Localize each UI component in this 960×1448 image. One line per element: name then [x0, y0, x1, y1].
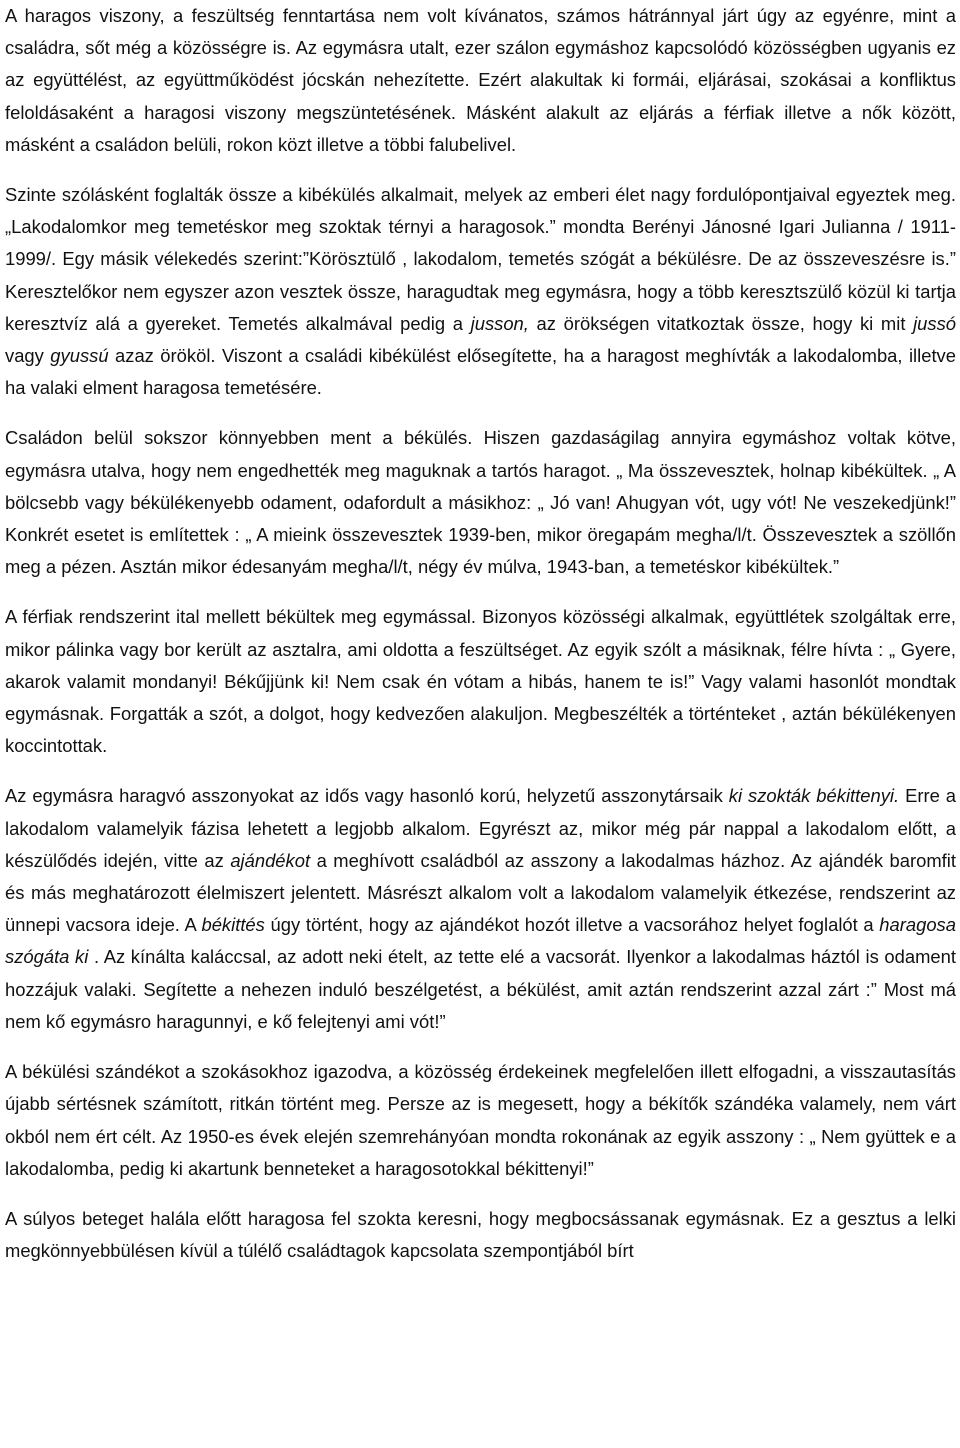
italic-text-run: békittés	[201, 914, 265, 936]
text-run: A haragos viszony, a feszültség fenntartása nem volt kívánatos, számos hátránnyal járt úgy az egyénre, mint a családra, sőt még a közösségre is. Az egymásra utalt, ezer szálon egymáshoz kapcsolódó közösségben ugyanis ez az együttélést, az együttműködést jócskán nehezítette. Ezért alakultak ki formái, eljárásai, szokásai a konfliktus feloldásaként a haragosi viszony megszüntetésének. Másként alakult az eljárás a férfiak illetve a nők között, másként a családon belüli, rokon közt illetve a többi falubelivel.	[5, 5, 956, 155]
paragraph-csaladon-belul	[5, 422, 956, 583]
italic-text-run: jusson,	[470, 312, 529, 334]
paragraph-bekulesi-szandek	[5, 1056, 956, 1185]
text-run: A súlyos beteget halála előtt haragosa fel szokta keresni, hogy megbocsássanak egymásnak. Ez a gesztus a lelki megkönnyebbülésen kívül a túlélő családtagok kapcsolata szempontjából bírt	[5, 1207, 956, 1262]
text-run: A férfiak rendszerint ital mellett békültek meg egymással. Bizonyos közösségi alkalmak, együttlétek szolgáltak erre, mikor pálinka vagy bor került az asztalra, ami oldotta a feszültséget. Az egyik szólt a másiknak, félre hívta : „ Gyere, akarok valamit mondanyi! Békűjjünk ki! Nem csak én vótam a hibás, hanem te is!” Vagy valami hasonlót mondtak egymásnak. Forgatták a szót, a dolgot, hogy kedvezően alakuljon. Megbeszélték a történteket , aztán békülékenyen koccintottak.	[5, 606, 956, 757]
italic-text-run: jussó	[913, 312, 957, 334]
paragraph-kibekules-alkalmai	[5, 179, 956, 404]
text-run: az örökségen vitatkoztak össze, hogy ki mit	[528, 312, 914, 334]
italic-text-run: ajándékot	[230, 849, 311, 871]
text-run: vagy	[5, 345, 51, 367]
text-run: . Az kínálta kaláccsal, az adott neki ételt, az tette elé a vacsorát. Ilyenkor a lakodalmas háztól is odament hozzájuk valaki. Segítette a nehezen induló beszélgetést, a békülést, amit aztán rendszerint azzal zárt :” Most má nem kő egymásro haragunnyi, e kő felejtenyi ami vót!”	[5, 946, 956, 1032]
italic-text-run: haragosa szógáta ki	[5, 914, 956, 968]
text-run: Erre a lakodalom valamelyik fázisa lehetett a legjobb alkalom. Egyrészt az, mikor még pár nappal a lakodalom előtt, a készülődés idején, vitte az	[5, 785, 956, 871]
text-run: a meghívott családból az asszony a lakodalmas házhoz. Az ajándék baromfit és más meghatározott élelmiszert jelentett. Másrészt alkalom volt a lakodalom valamelyik étkezése, rendszerint az ünnepi vacsora ideje. A	[5, 849, 956, 936]
italic-text-run: ki szokták békittenyi.	[728, 785, 900, 807]
italic-text-run: gyussú	[50, 345, 109, 367]
text-run: Szinte szólásként foglalták össze a kibékülés alkalmait, melyek az emberi élet nagy fordulópontjaival egyeztek meg. „Lakodalomkor meg temetéskor meg szoktak térnyi a haragosok.” mondta Berényi Jánosné Igari Julianna / 1911-1999/. Egy másik vélekedés szerint:”Körösztülő , lakodalom, temetés szógát a békülésre. De az összeveszésre is.” Keresztelőkor nem egyszer azon vesztek össze, haragudtak meg egymásra, hogy a több keresztszülő közül ki tartja keresztvíz alá a gyereket. Temetés alkalmával pedig a	[5, 184, 956, 334]
document-page	[5, 0, 956, 1285]
text-run: Családon belül sokszor könnyebben ment a békülés. Hiszen gazdaságilag annyira egymáshoz voltak kötve, egymásra utalva, hogy nem engedhették meg maguknak a tartós haragot. „ Ma összevesztek, holnap kibékültek. „ A bölcsebb vagy békülékenyebb odament, odafordult a másikhoz: „ Jó van! Ahugyan vót, ugy vót! Ne veszekedjünk!” Konkrét esetet is említettek : „ A mieink összevesztek 1939-ben, mikor öregapám megha/l/t. Összevesztek a szöllőn meg a pézen. Asztán mikor édesanyám megha/l/t, négy év múlva, 1943-ban, a temetéskor kibékültek.”	[5, 427, 956, 578]
text-run: úgy történt, hogy az ajándékot hozót illetve a vacsorához helyet foglalót a	[264, 914, 880, 936]
text-run: Az egymásra haragvó asszonyokat az idős vagy hasonló korú, helyzetű asszonytársaik	[5, 785, 729, 807]
text-run: azaz örököl. Viszont a családi kibékülést elősegítette, ha a haragost meghívták a lakodalomba, illetve ha valaki elment haragosa temetésére.	[5, 345, 956, 399]
paragraph-haragos-viszony	[5, 0, 956, 161]
paragraph-sulyos-beteg	[5, 1203, 956, 1267]
paragraph-ferfiak-bekulese	[5, 601, 956, 762]
paragraph-asszonyok-bekitese	[5, 780, 956, 1038]
text-run: A békülési szándékot a szokásokhoz igazodva, a közösség érdekeinek megfelelően illett elfogadni, a visszautasítás újabb sértésnek számított, ritkán történt meg. Persze az is megesett, hogy a békítők szándéka valamely, nem várt okból nem ért célt. Az 1950-es évek elején szemrehányóan mondta rokonának az egyik asszony : „ Nem gyüttek e a lakodalomba, pedig ki akartunk benneteket a haragosotokkal békittenyi!”	[5, 1061, 956, 1179]
